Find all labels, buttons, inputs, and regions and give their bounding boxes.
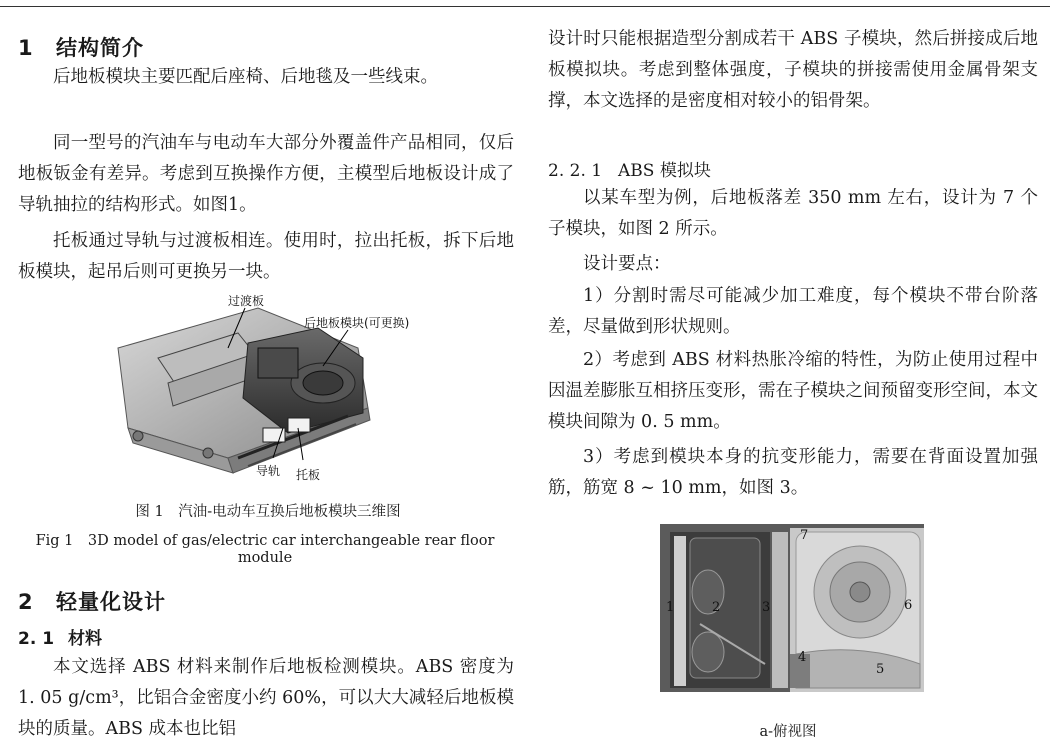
section-2-2-1-title: ABS 模拟块 [618,161,711,181]
section-2-1-number: 2. 1 [18,629,55,649]
paragraph-9: 2）考虑到 ABS 材料热胀冷缩的特性，为防止使用过程中因温差膨胀互相挤压变形，需在子模块之间预留变形空间，本文模块间隙为 0. 5 mm。 [548,350,1038,432]
figure-1 [108,288,438,488]
paragraph-5: 设计时只能根据造型分割成若干 ABS 子模块，然后拼接成后地板模拟块。考虑到整体强度，子模块的拼接需使用金属骨架支撑，本文选择的是密度相对较小的铝骨架。 [548,29,1038,111]
figure-2a [660,524,924,692]
section-2-number: 2 [18,590,34,614]
paragraph-2: 同一型号的汽油车与电动车大部分外覆盖件产品相同，仅后地板钣金有差异。考虑到互换操作方便，主模型后地板设计成了导轨抽拉的结构形式。如图1。 [18,133,514,215]
paragraph-7: 设计要点： [583,254,671,274]
section-2-1-title: 材料 [68,629,102,649]
section-2-heading [18,586,166,616]
label-guide-rail: 导轨 [256,464,281,478]
label-support-plate: 托板 [296,468,321,482]
paragraph-4: 本文选择 ABS 材料来制作后地板检测模块。ABS 密度为 1. 05 g/cm³，比铝合金密度小约 60%，可以大大减轻后地板模块的质量。ABS 成本也比铝 [18,657,514,739]
figure-2a-top-view-image [660,524,924,692]
figure-1-caption-en: Fig 1 3D model of gas/electric car interchangeable rear floor module [35,533,495,566]
module-number-5: 5 [876,662,885,677]
module-number-6: 6 [904,598,913,613]
section-1-title: 结构简介 [56,36,144,60]
section-2-title: 轻量化设计 [56,590,166,614]
section-2-2-1-number: 2. 2. 1 [548,161,603,181]
module-number-3: 3 [762,600,771,615]
label-transition-plate: 过渡板 [228,294,265,308]
paragraph-8: 1）分割时需尽可能减少加工难度，每个模块不带台阶落差，尽量做到形状规则。 [548,286,1038,337]
top-rule [0,6,1050,7]
paragraph-10: 3）考虑到模块本身的抗变形能力，需要在背面设置加强筋，筋宽 8 ~ 10 mm，如图 3。 [548,447,1038,498]
label-rear-floor-module: 后地板模块(可更换) [304,316,410,330]
paragraph-6: 以某车型为例，后地板落差 350 mm 左右，设计为 7 个子模块，如图 2 所示。 [548,188,1038,239]
section-2-1-heading [18,624,102,649]
figure-2a-caption: a-俯视图 [759,724,817,740]
paragraph-3: 托板通过导轨与过渡板相连。使用时，拉出托板，拆下后地板模块，起吊后则可更换另一块。 [18,231,514,282]
module-number-7: 7 [800,528,809,543]
section-2-2-1-heading [548,156,711,181]
section-1-heading [18,32,144,62]
module-number-1: 1 [666,600,675,615]
section-1-number: 1 [18,36,34,60]
paragraph-1: 后地板模块主要匹配后座椅、后地毯及一些线束。 [53,67,438,87]
figure-1-caption-cn: 图 1 汽油-电动车互换后地板模块三维图 [135,504,401,520]
module-number-4: 4 [798,650,807,665]
module-number-2: 2 [712,600,721,615]
